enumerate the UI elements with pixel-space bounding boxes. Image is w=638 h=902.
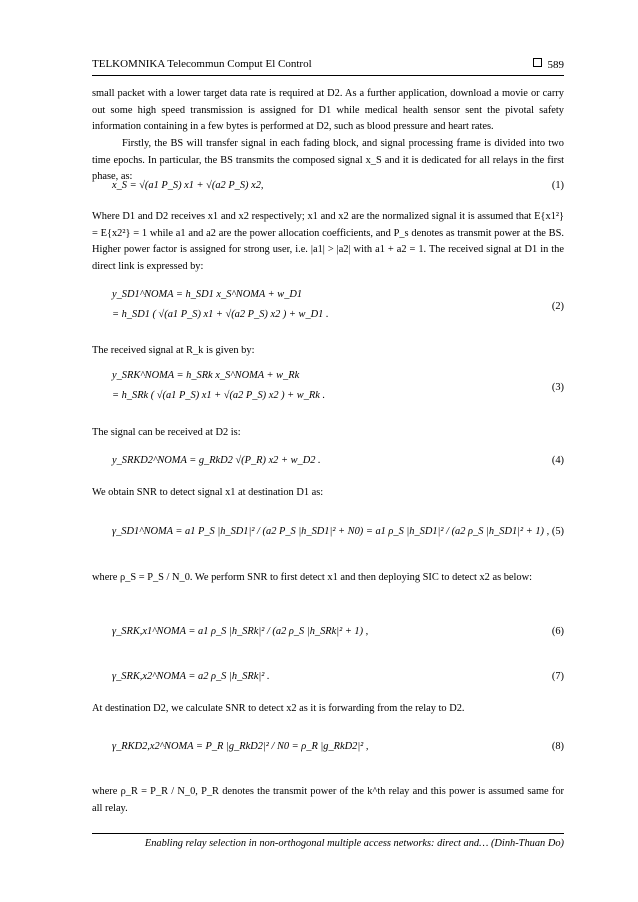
paragraph-9-text: where ρ_R = P_R / N_0, P_R denotes the transmit power of the k^th relay and this power is assumed same for all relay.: [92, 786, 564, 814]
equation-4: [92, 455, 564, 473]
equation-5-number: (5): [551, 526, 564, 537]
running-footer: Enabling relay selection in non-orthogonal multiple access networks: direct and… (Dinh-Thuan Do): [144, 838, 564, 849]
equation-3-line-1: y_SRK^NOMA = h_SRk x_S^NOMA + w_Rk: [112, 370, 300, 381]
paragraph-1: [92, 86, 564, 136]
equation-2-line-1: y_SD1^NOMA = h_SD1 x_S^NOMA + w_D1: [112, 289, 303, 300]
footer-rule: [92, 833, 564, 834]
running-header: [92, 58, 564, 76]
paragraph-3-text: Where D1 and D2 receives x1 and x2 respectively; x1 and x2 are the normalized signal it is assumed that E{x1²} = E{x2²} = 1 while a1 and a2 are the power allocation coefficients, and P_s denotes as transmit power at the BS. Higher power factor is assigned for strong user, i.e. |a1| > |a2| with a1 + a2 = 1. The received signal at D1 in the direct link is expressed by:: [92, 211, 564, 272]
equation-1: [92, 180, 564, 198]
equation-7-body: γ_SRK,x2^NOMA = a2 ρ_S |h_SRk|² .: [112, 671, 270, 682]
checkbox-square-icon: [533, 58, 542, 67]
page-number-group: [533, 58, 565, 71]
equation-6: [92, 626, 564, 646]
equation-4-body: y_SRKD2^NOMA = g_RkD2 √(P_R) x2 + w_D2 .: [112, 455, 321, 466]
paragraph-7: [92, 570, 564, 587]
paragraph-4-text: The received signal at R_k is given by:: [92, 345, 255, 356]
paragraph-7-text: where ρ_S = P_S / N_0. We perform SNR to first detect x1 and then deploying SIC to detect x2 as below:: [92, 572, 533, 583]
paragraph-6-text: We obtain SNR to detect signal x1 at destination D1 as:: [92, 487, 324, 498]
journal-title: TELKOMNIKA Telecommun Comput El Control: [92, 58, 312, 70]
paragraph-2: [92, 136, 564, 186]
header-rule: [92, 75, 564, 76]
equation-1-number: (1): [551, 180, 564, 191]
paragraph-3: [92, 209, 564, 275]
equation-5: [92, 526, 564, 546]
page-number: 589: [547, 59, 564, 71]
equation-8-body: γ_RKD2,x2^NOMA = P_R |g_RkD2|² / N0 = ρ_R |g_RkD2|² ,: [112, 741, 369, 752]
equation-2-line-2: = h_SD1 ( √(a1 P_S) x1 + √(a2 P_S) x2 ) + w_D1 .: [112, 309, 329, 320]
paragraph-5-text: The signal can be received at D2 is:: [92, 427, 241, 438]
equation-6-number: (6): [551, 626, 564, 637]
equation-7-number: (7): [551, 671, 564, 682]
equation-7: [92, 671, 564, 689]
paragraph-4: [92, 343, 564, 360]
equation-2-number: (2): [551, 301, 564, 312]
equation-1-body: x_S = √(a1 P_S) x1 + √(a2 P_S) x2,: [112, 180, 264, 191]
equation-4-number: (4): [551, 455, 564, 466]
paragraph-8-text: At destination D2, we calculate SNR to detect x2 as it is forwarding from the relay to D2.: [92, 703, 465, 714]
paragraph-1-text: small packet with a lower target data rate is required at D2. As a further application, download a movie or carry out some high speed transmission is assigned for D1 while medical health sensor sent the pivotal safety information containing in a few bytes is performed at D2, such as blood pressure and heart rates.: [92, 88, 564, 132]
paragraph-9: [92, 784, 564, 817]
paragraph-6: [92, 485, 564, 502]
equation-3: [92, 370, 564, 410]
paragraph-5: [92, 425, 564, 442]
equation-8: [92, 741, 564, 761]
equation-3-number: (3): [551, 382, 564, 393]
paragraph-8: [92, 701, 564, 718]
equation-8-number: (8): [551, 741, 564, 752]
equation-5-body: γ_SD1^NOMA = a1 P_S |h_SD1|² / (a2 P_S |h_SD1|² + N0) = a1 ρ_S |h_SD1|² / (a2 ρ_S |h_SD1|² + 1) ,: [112, 526, 550, 537]
equation-6-body: γ_SRK,x1^NOMA = a1 ρ_S |h_SRk|² / (a2 ρ_S |h_SRk|² + 1) ,: [112, 626, 369, 637]
paragraph-2-text: Firstly, the BS will transfer signal in each fading block, and signal processing frame is divided into two time epochs. In particular, the BS transmits the composed signal x_S and it is dedicated for all relays in the first phase, as:: [92, 138, 564, 182]
equation-3-line-2: = h_SRk ( √(a1 P_S) x1 + √(a2 P_S) x2 ) + w_Rk .: [112, 390, 326, 401]
equation-2: [92, 289, 564, 329]
